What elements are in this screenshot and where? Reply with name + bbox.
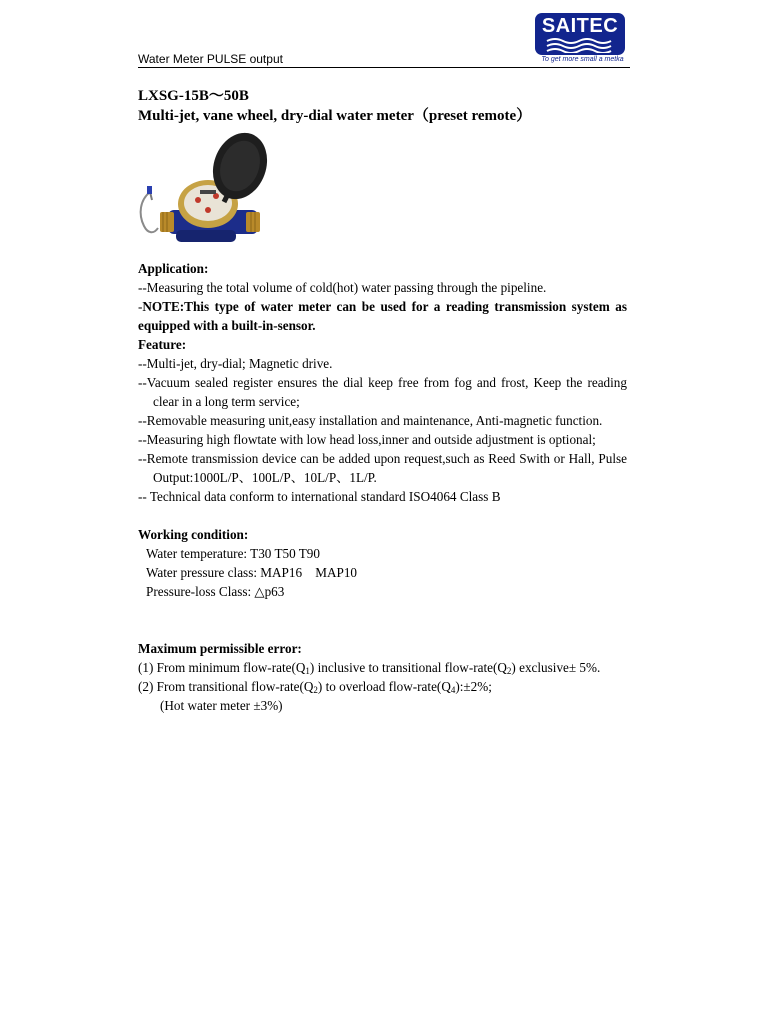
product-subtitle: Multi-jet, vane wheel, dry-dial water meter（preset remote）: [138, 108, 532, 124]
mpe-line-1-text: (1) From minimum flow-rate(Q: [138, 660, 306, 675]
mpe-line-1-text: ) inclusive to transitional flow-rate(Q: [309, 660, 507, 675]
document-body: [138, 259, 627, 715]
feature-item: --Multi-jet, dry-dial; Magnetic drive.: [138, 356, 333, 371]
feature-item: --Remote transmission device can be added upon request,such as Reed Swith or Hall, Pulse Output:1000L/P、100L/P、10L/P、1L/P.: [138, 451, 627, 485]
feature-heading: Feature:: [138, 337, 187, 352]
water-temperature: Water temperature: T30 T50 T90: [146, 546, 320, 561]
mpe-line-1-text: ) exclusive± 5%.: [511, 660, 601, 675]
note-label: NOTE:: [142, 299, 185, 314]
application-line: --Measuring the total volume of cold(hot) water passing through the pipeline.: [138, 280, 547, 295]
mpe-line-2-text: ) to overload flow-rate(Q: [317, 679, 451, 694]
feature-item: --Vacuum sealed register ensures the dial keep free from fog and frost, Keep the reading clear in a long term service;: [138, 375, 627, 409]
mpe-line-2-text: (2) From transitional flow-rate(Q: [138, 679, 314, 694]
note-prefix: -: [138, 299, 143, 314]
subscript: 2: [506, 666, 512, 676]
wave-icon: [545, 37, 615, 53]
note-text: This type of water meter can be used for a reading transmission system as equipped with a built-in-sensor.: [138, 299, 627, 333]
feature-item: -- Technical data conform to international standard ISO4064 Class B: [138, 489, 501, 504]
water-pressure-class: Water pressure class: MAP16 MAP10: [146, 565, 358, 580]
logo-text: SAITEC: [541, 15, 619, 37]
mpe-line-3: (Hot water meter ±3%): [160, 698, 283, 713]
subscript: 2: [313, 685, 318, 695]
mpe-line-2: [138, 677, 627, 696]
model-title: LXSG-15B～50B: [138, 88, 249, 104]
mpe-line-1: [138, 658, 627, 677]
subscript: 4: [450, 685, 456, 695]
application-heading: Application:: [138, 261, 209, 276]
mpe-line-2-text: ):±2%;: [455, 679, 492, 694]
logo-tagline: To get more small a metka: [541, 56, 624, 63]
water-meter-photo: [138, 130, 268, 250]
header-divider: [138, 67, 630, 68]
pressure-loss-class: Pressure-loss Class: △p63: [146, 584, 285, 599]
saitec-logo: [535, 13, 625, 55]
mpe-heading: Maximum permissible error:: [138, 641, 302, 656]
header-title: Water Meter PULSE output: [138, 52, 283, 66]
feature-item: --Removable measuring unit,easy installation and maintenance, Anti-magnetic function.: [138, 413, 603, 428]
application-note: [138, 297, 627, 335]
working-condition-heading: Working condition:: [138, 527, 249, 542]
feature-item: --Measuring high flowtate with low head loss,inner and outside adjustment is optional;: [138, 432, 596, 447]
subscript: 1: [305, 666, 310, 676]
